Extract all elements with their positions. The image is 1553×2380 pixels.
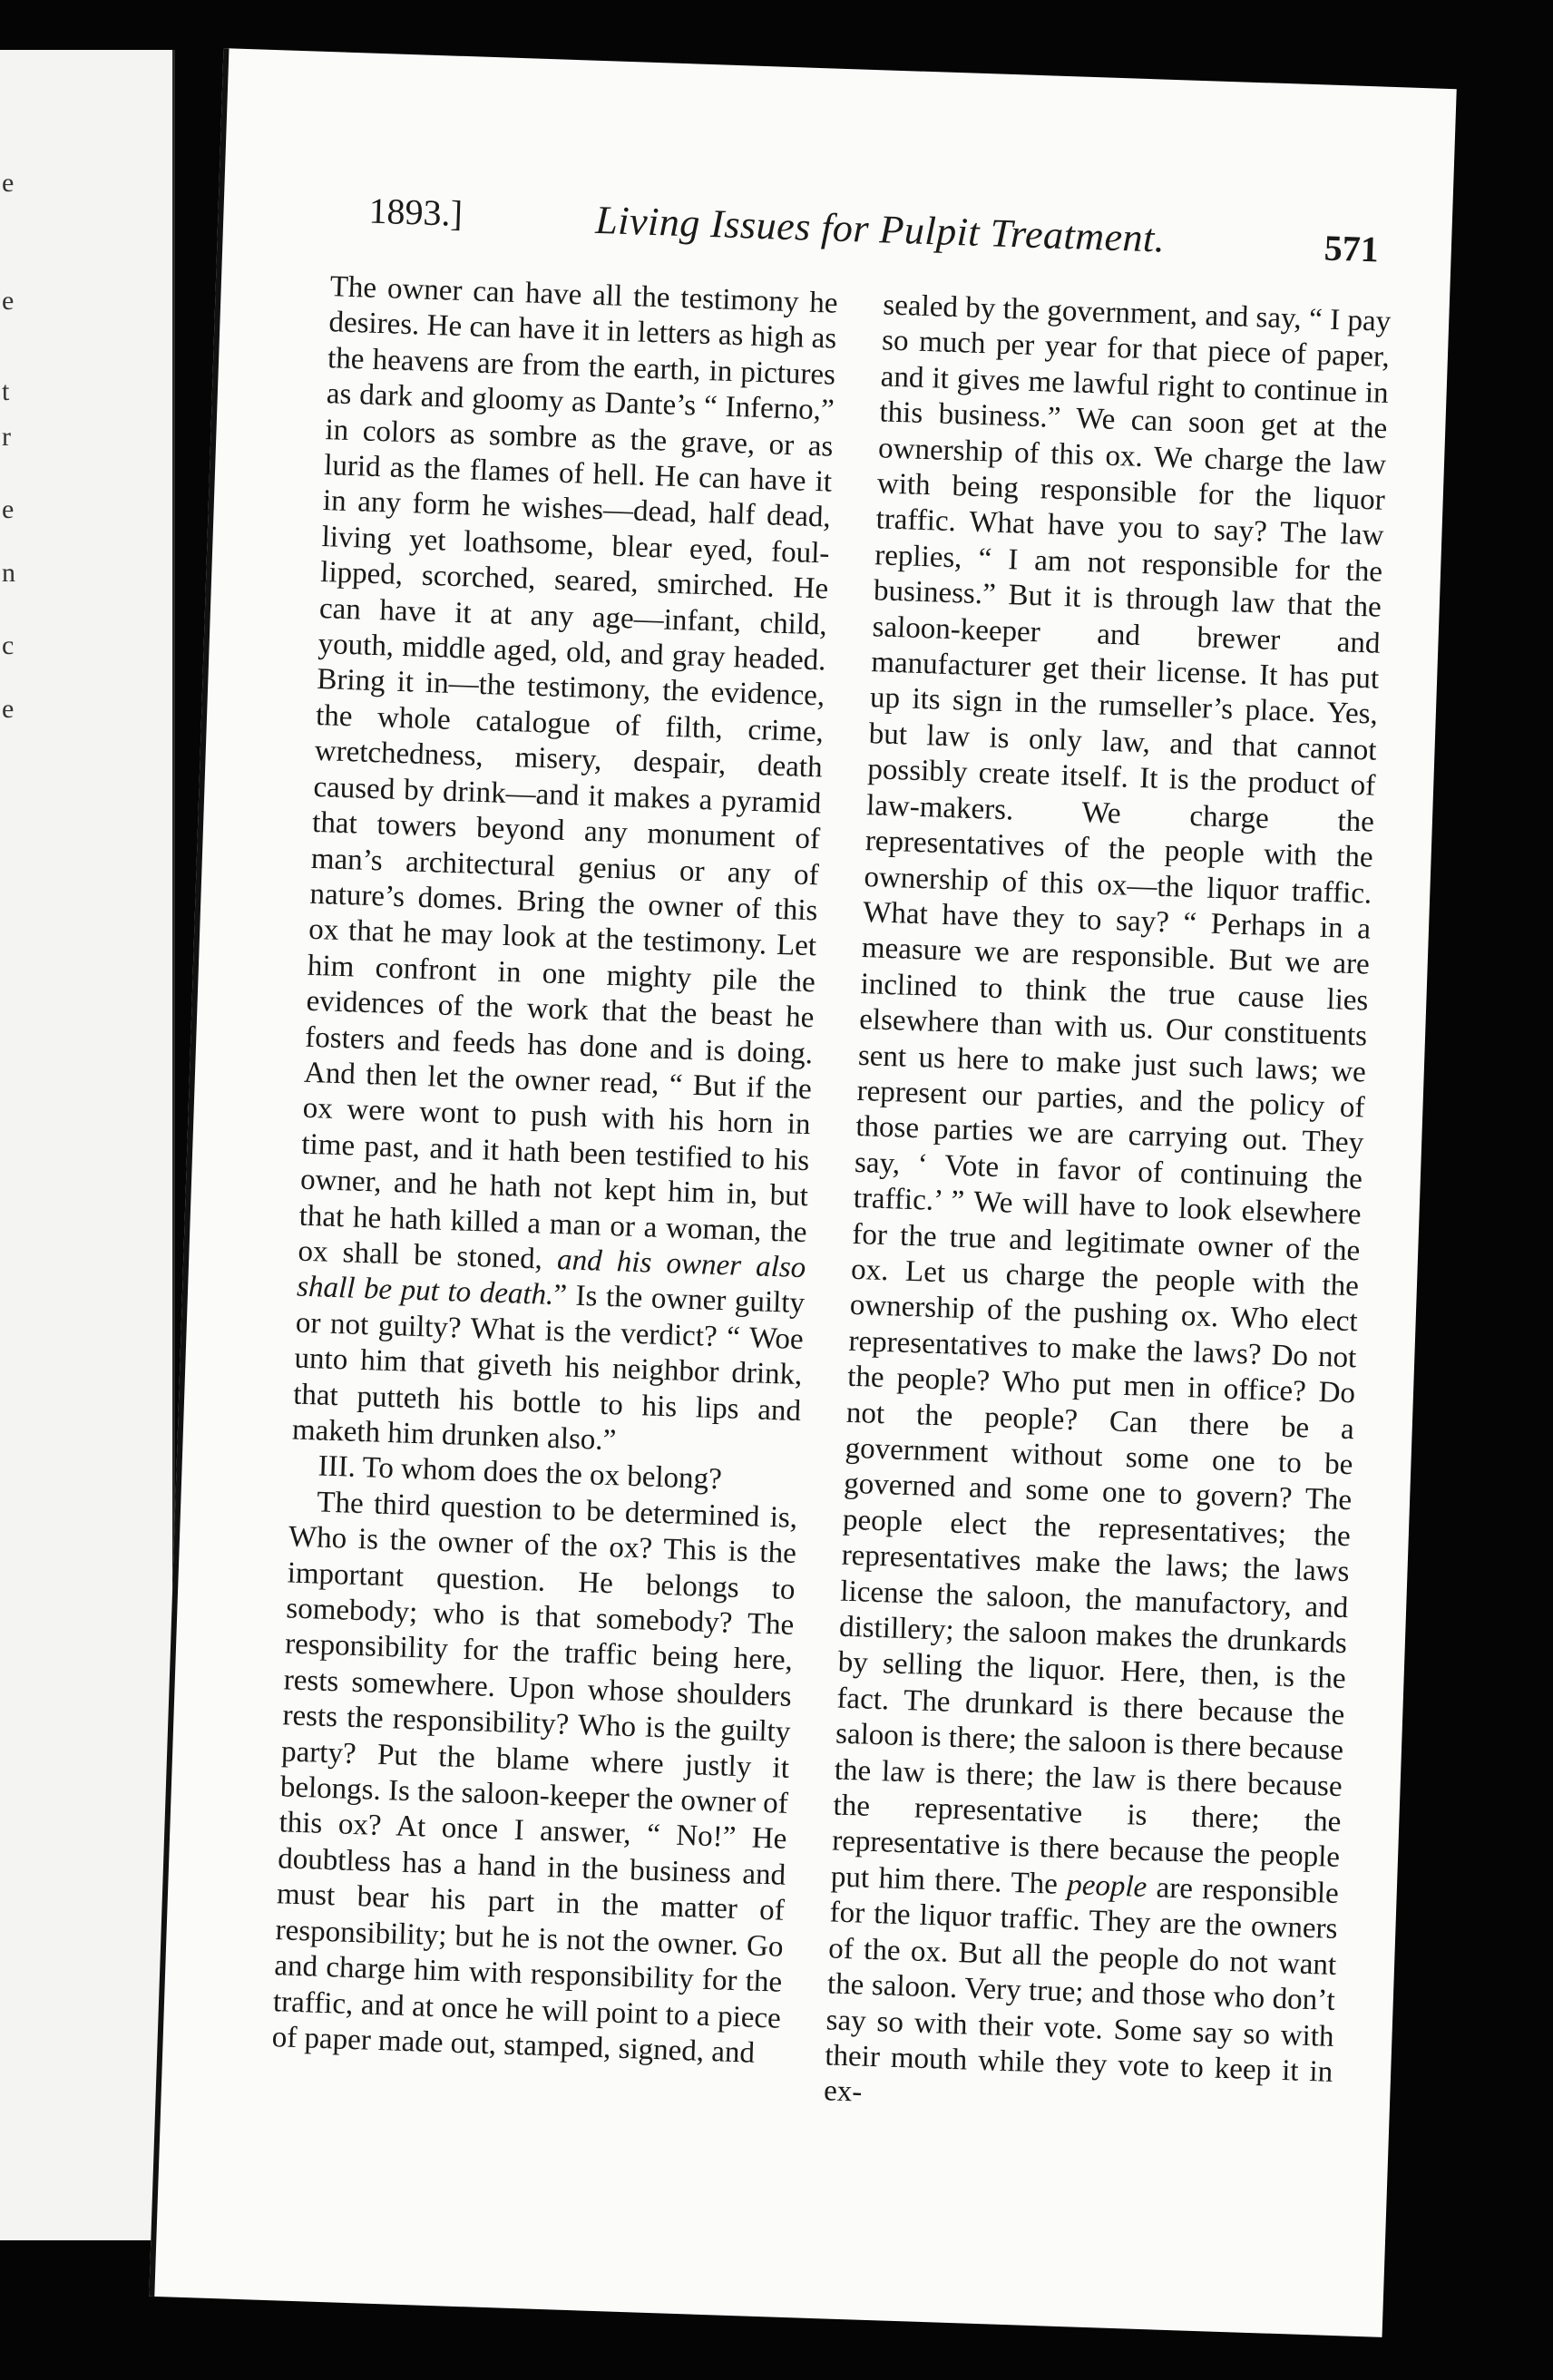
- facing-page-fragment: e: [2, 168, 15, 198]
- right-column: [823, 288, 1391, 2126]
- facing-page-fragment: r: [2, 422, 11, 452]
- section-heading: III. To whom does the ox belong?: [317, 1449, 723, 1497]
- facing-page-edge: [0, 50, 175, 2240]
- facing-page-fragment: c: [2, 630, 15, 660]
- italic-word: people: [1066, 1868, 1148, 1904]
- header-year: 1893.]: [367, 190, 464, 234]
- facing-page-fragment: e: [2, 286, 15, 316]
- italic-quote: and his owner also shall be put to death.: [296, 1244, 806, 1312]
- header-title: Living Issues for Pulpit Treatment.: [594, 197, 1167, 261]
- left-column: [270, 269, 838, 2108]
- paragraph: sealed by the government, and say, “ I pay so much per year for that piece of paper, and it gives me lawful right to continue in this business.” We can soon get at the ownership of this ox. We charge the law with being responsible for the liquor traffic. What have you to say? The law replies, “ I am not responsible for the business.” But it is through law that the saloon-keeper and brewer and manufacturer get their license. It has put up its sign in the rumseller’s place. Yes, but law is only law, and that cannot possibly create itself. It is the product of law-makers. We charge the representatives of the people with the ownership of this ox—the liquor traffic. What have they to say? “ Perhaps in a measure we are responsible. But we are inclined to think the true cause lies elsewhere than with us. Our constituents sent us here to make just such laws; we represent our parties, and the policy of those parties we are carrying out. They say, ‘ Vote in favor of continuing the traffic.’ ” We will have to look elsewhere for the true and legitimate owner of the ox. Let us charge the people with the ownership of the pushing ox. Who elect representatives to make the laws? Do not the people? Who put men in office? Do not the people? Can there be a government without some one to be governed and some one to govern? The people elect the representatives; the representatives make the laws; the laws license the saloon, the manufactory, and distillery; the saloon makes the drunkards by selling the liquor. Here, then, is the fact. The drunkard is there because the saloon is there; the saloon is there because the law is there; the law is there because the representative is there; the representative is there because the people put him there. The people are responsible for the liquor traffic. They are the owners of the ox. But all the people do not want the saloon. Very true; and those who don’t say so with their vote. Some say so with their mouth while they vote to keep it in ex-: [823, 288, 1392, 2110]
- page-number: 571: [1323, 227, 1380, 270]
- paragraph: The third question to be determined is, Who is the owner of the ox? This is the important question. He belongs to somebody; who is that somebody? The responsibility for the traffic being here, rests somewhere. Upon whose shoulders rests the responsibility? Who is the guilty party? Put the blame where justly it belongs. Is the saloon-keeper the owner of this ox? At once I answer, “ No!” He doubtless has a hand in the business and must bear his part in the matter of responsibility; but he is not the owner. Go and charge him with responsibility for the traffic, and at once he will point to a piece of paper made out, stamped, signed, and: [271, 1486, 798, 2070]
- running-head: [367, 190, 1379, 278]
- facing-page-fragment: e: [2, 694, 15, 724]
- paragraph: The owner can have all the testimony he desires. He can have it in letters as high as the heavens are from the earth, in pictures as dark and gloomy as Dante’s “ Inferno,” in colors as sombre as the grave, or as lurid as the flames of hell. He can have it in any form he wishes—dead, half dead, living yet loathsome, blear eyed, foul-lipped, scorched, seared, smirched. He can have it at any age—infant, child, youth, middle aged, old, and gray headed. Bring it in—the testimony, the evidence, the whole catalogue of filth, crime, wretchedness, misery, despair, death caused by drink—and it makes a pyramid that towers beyond any monument of man’s architectural genius or any of nature’s domes. Bring the owner of this ox that he may look at the testimony. Let him confront in one mighty pile the evidences of the work that the beast he fosters and feeds has done and is doing. And then let the owner read, “ But if the ox were wont to push with his horn in time past, and it hath been testified to his owner, and he hath not kept him in, but that he hath killed a man or a woman, the ox shall be stoned, and his owner also shall be put to death.” Is the owner guilty or not guilty? What is the verdict? “ Woe unto him that giveth his neighbor drink, that putteth his bottle to his lips and maketh him drunken also.”: [291, 270, 839, 1458]
- facing-page-fragment: e: [2, 494, 15, 524]
- facing-page-fragment: n: [2, 558, 15, 588]
- book-page: [149, 48, 1456, 2337]
- facing-page-fragment: t: [2, 376, 10, 406]
- text-columns: [270, 269, 1392, 2126]
